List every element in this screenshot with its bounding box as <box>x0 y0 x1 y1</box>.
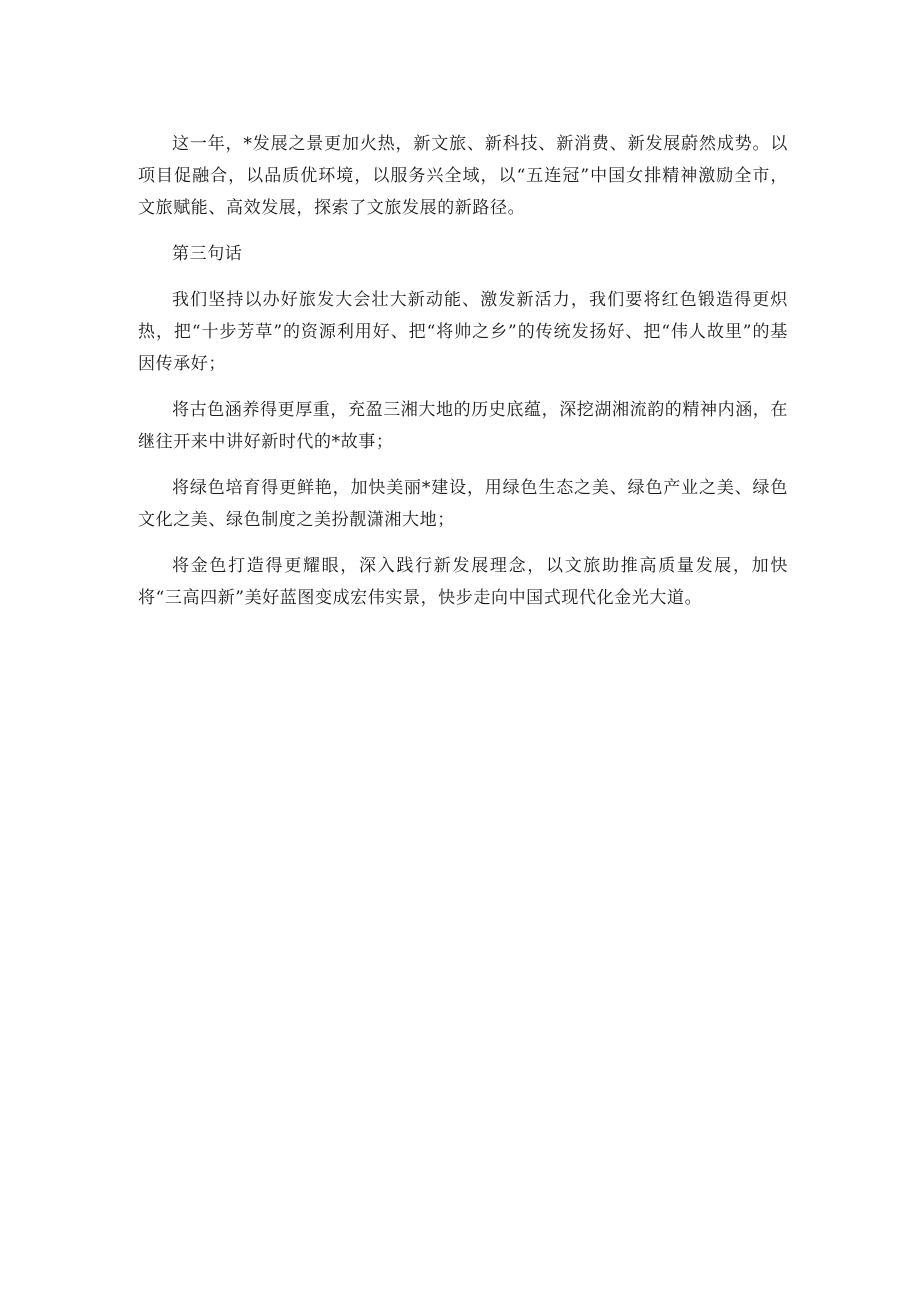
paragraph-2: 我们坚持以办好旅发大会壮大新动能、激发新活力，我们要将红色锻造得更炽热，把“十步芳草”的资源利用好、把“将帅之乡”的传统发扬好、把“伟人故里”的基因传承好； <box>138 290 788 374</box>
paragraph-4: 将绿色培育得更鲜艳，加快美丽*建设，用绿色生态之美、绿色产业之美、绿色文化之美、绿色制度之美扮靓潇湘大地； <box>138 478 788 530</box>
paragraph-5: 将金色打造得更耀眼，深入践行新发展理念，以文旅助推高质量发展，加快将“三高四新”美好蓝图变成宏伟实景，快步走向中国式现代化金光大道。 <box>138 556 788 608</box>
paragraph-1: 这一年，*发展之景更加火热，新文旅、新科技、新消费、新发展蔚然成势。以项目促融合，以品质优环境，以服务兴全域，以“五连冠”中国女排精神激励全市，文旅赋能、高效发展，探索了文旅发展的新路径。 <box>138 134 788 218</box>
section-heading: 第三句话 <box>172 244 243 264</box>
paragraph-3: 将古色涵养得更厚重，充盈三湘大地的历史底蕴，深挖湖湘流韵的精神内涵，在继往开来中讲好新时代的*故事； <box>138 400 788 452</box>
document-body <box>138 128 788 628</box>
